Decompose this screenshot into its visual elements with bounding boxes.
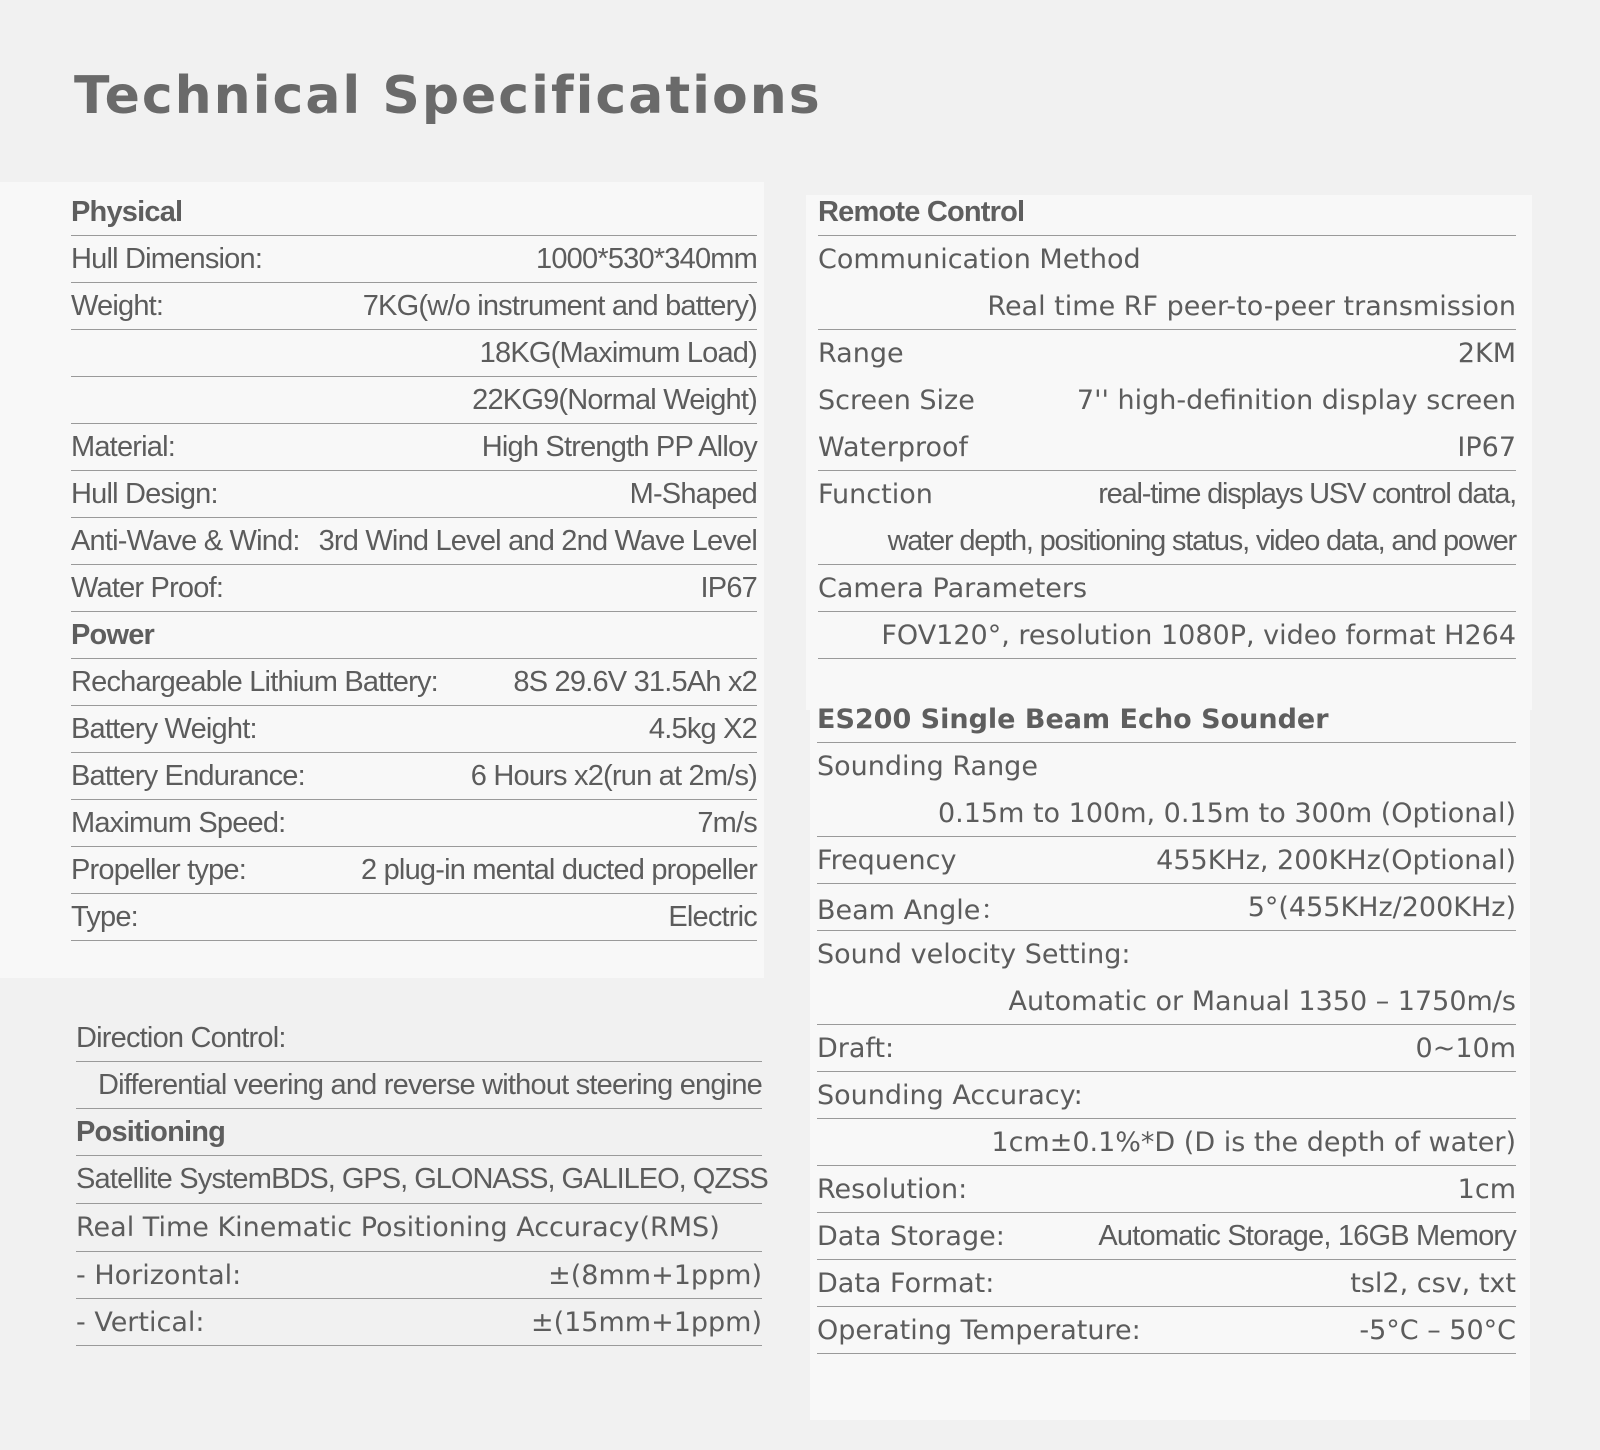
physical-spec-value: 18KG(Maximum Load): [479, 336, 757, 369]
physical-spec-label: Hull Design:: [71, 477, 218, 510]
power-spec-row: [71, 800, 757, 847]
velocity-value-row: [817, 978, 1516, 1025]
physical-spec-value: M-Shaped: [629, 477, 757, 510]
direction-label-row: [76, 1015, 762, 1062]
beam-label: Beam Angle：: [817, 894, 1008, 926]
temperature-row: [817, 1307, 1516, 1354]
power-spec-value: 2 plug-in mental ducted propeller: [361, 853, 757, 886]
range-label: Range: [818, 338, 904, 369]
power-spec-value: 4.5kg X2: [648, 712, 757, 745]
physical-section: [71, 189, 757, 941]
remote-section: [818, 189, 1516, 659]
satellite-label: Satellite System: [76, 1163, 272, 1195]
power-spec-label: Propeller type:: [71, 853, 246, 886]
power-heading: Power: [71, 618, 155, 651]
range-row: [818, 330, 1516, 377]
range-value: 2KM: [1457, 338, 1516, 369]
remote-heading-row: [818, 189, 1516, 236]
horizontal-label: - Horizontal:: [76, 1259, 242, 1291]
direction-value: Differential veering and reverse without steering engine: [98, 1068, 762, 1101]
storage-value: Automatic Storage, 16GB Memory: [1098, 1219, 1516, 1252]
function-value-1: real-time displays USV control data,: [1098, 478, 1516, 510]
power-spec-value: 7m/s: [697, 806, 757, 839]
comm-label: Communication Method: [818, 244, 1141, 275]
physical-spec-row: [71, 330, 757, 377]
physical-spec-value: 7KG(w/o instrument and battery): [362, 289, 757, 322]
physical-spec-row: [71, 518, 757, 565]
physical-spec-row: [71, 424, 757, 471]
power-heading-row: [71, 612, 757, 659]
vertical-row: [76, 1299, 762, 1346]
positioning-heading: Positioning: [76, 1115, 226, 1148]
power-spec-value: 8S 29.6V 31.5Ah x2: [513, 665, 757, 698]
waterproof-label: Waterproof: [818, 431, 969, 463]
physical-spec-label: Hull Dimension:: [71, 242, 263, 275]
waterproof-value: IP67: [1457, 431, 1516, 463]
physical-heading: Physical: [71, 195, 183, 228]
physical-spec-value: 3rd Wind Level and 2nd Wave Level: [318, 524, 757, 557]
physical-spec-label: Water Proof:: [71, 571, 224, 604]
physical-spec-value: 1000*530*340mm: [536, 242, 757, 275]
echo-heading: ES200 Single Beam Echo Sounder: [817, 703, 1329, 735]
direction-value-row: [76, 1062, 762, 1109]
direction-positioning-section: [76, 1015, 768, 1346]
resolution-label: Resolution:: [817, 1173, 968, 1205]
frequency-label: Frequency: [817, 844, 957, 876]
function-row: [818, 471, 1516, 518]
power-spec-label: Battery Endurance:: [71, 759, 305, 792]
frequency-row: [817, 837, 1516, 884]
sounding-range-label-row: [817, 743, 1516, 790]
physical-spec-row: [71, 377, 757, 424]
remote-heading: Remote Control: [818, 195, 1025, 228]
screen-label: Screen Size: [818, 385, 975, 416]
comm-value-row: [818, 283, 1516, 330]
velocity-value: Automatic or Manual 1350 – 1750m/s: [1008, 985, 1516, 1017]
accuracy-value: 1cm±0.1%*D (D is the depth of water): [991, 1126, 1516, 1158]
power-spec-row: [71, 706, 757, 753]
page-title: Technical Specifications: [74, 66, 822, 126]
power-spec-row: [71, 847, 757, 894]
draft-value: 0~10m: [1415, 1032, 1516, 1064]
screen-row: [818, 377, 1516, 424]
power-spec-label: Battery Weight:: [71, 712, 257, 745]
camera-label-row: [818, 565, 1516, 612]
draft-label: Draft:: [817, 1032, 895, 1064]
storage-row: [817, 1213, 1516, 1260]
power-spec-row: [71, 894, 757, 941]
comm-label-row: [818, 236, 1516, 283]
rtk-row: [76, 1204, 762, 1252]
sounding-range-label: Sounding Range: [817, 751, 1038, 782]
function-value-2: water depth, positioning status, video data, and power: [887, 524, 1516, 557]
rtk-label: Real Time Kinematic Positioning Accuracy(RMS): [76, 1212, 720, 1243]
physical-spec-label: Material:: [71, 430, 175, 463]
power-spec-value: Electric: [668, 900, 757, 933]
physical-spec-row: [71, 471, 757, 518]
positioning-heading-row: [76, 1109, 762, 1156]
format-value: tsl2, csv, txt: [1350, 1267, 1516, 1299]
draft-row: [817, 1025, 1516, 1072]
power-spec-row: [71, 659, 757, 706]
accuracy-label: Sounding Accuracy:: [817, 1079, 1083, 1111]
physical-spec-value: 22KG9(Normal Weight): [472, 383, 757, 416]
direction-label: Direction Control:: [76, 1021, 286, 1054]
screen-value: 7'' high-definition display screen: [1076, 385, 1516, 416]
temperature-label: Operating Temperature:: [817, 1314, 1141, 1346]
accuracy-value-row: [817, 1119, 1516, 1166]
physical-heading-row: [71, 189, 757, 236]
vertical-label: - Vertical:: [76, 1306, 205, 1338]
beam-row: [817, 884, 1516, 931]
accuracy-label-row: [817, 1072, 1516, 1119]
resolution-row: [817, 1166, 1516, 1213]
storage-label: Data Storage:: [817, 1220, 1005, 1252]
camera-value-row: [818, 612, 1516, 659]
format-row: [817, 1260, 1516, 1307]
vertical-value: ±(15mm+1ppm): [530, 1306, 762, 1338]
camera-value: FOV120°, resolution 1080P, video format H264: [881, 619, 1516, 651]
power-spec-label: Type:: [71, 900, 138, 933]
sounding-range-value: 0.15m to 100m, 0.15m to 300m (Optional): [937, 797, 1516, 829]
physical-spec-row: [71, 236, 757, 283]
physical-spec-label: Anti-Wave & Wind:: [71, 524, 300, 557]
power-spec-label: Maximum Speed:: [71, 806, 286, 839]
physical-spec-row: [71, 565, 757, 612]
comm-value: Real time RF peer-to-peer transmission: [987, 290, 1516, 322]
resolution-value: 1cm: [1457, 1173, 1516, 1205]
echo-heading-row: [817, 696, 1516, 743]
beam-value: 5°(455KHz/200KHz): [1247, 891, 1516, 923]
physical-spec-value: IP67: [700, 571, 757, 604]
horizontal-value: ±(8mm+1ppm): [548, 1259, 762, 1291]
velocity-label: Sound velocity Setting:: [817, 939, 1131, 970]
satellite-row: [76, 1156, 768, 1204]
function-label: Function: [818, 479, 933, 510]
power-spec-value: 6 Hours x2(run at 2m/s): [470, 759, 757, 792]
power-spec-row: [71, 753, 757, 800]
camera-label: Camera Parameters: [818, 572, 1088, 604]
waterproof-row: [818, 424, 1516, 471]
frequency-value: 455KHz, 200KHz(Optional): [1156, 844, 1516, 876]
physical-spec-value: High Strength PP Alloy: [481, 430, 757, 463]
velocity-label-row: [817, 931, 1516, 978]
satellite-value: BDS, GPS, GLONASS, GALILEO, QZSS: [271, 1163, 768, 1195]
physical-spec-label: Weight:: [71, 289, 164, 322]
physical-spec-row: [71, 283, 757, 330]
function-cont-row: [818, 518, 1516, 565]
power-spec-label: Rechargeable Lithium Battery:: [71, 665, 438, 698]
format-label: Data Format:: [817, 1267, 995, 1299]
sounding-range-value-row: [817, 790, 1516, 837]
horizontal-row: [76, 1252, 762, 1299]
temperature-value: -5°C – 50°C: [1359, 1314, 1516, 1346]
echo-section: [817, 696, 1516, 1354]
